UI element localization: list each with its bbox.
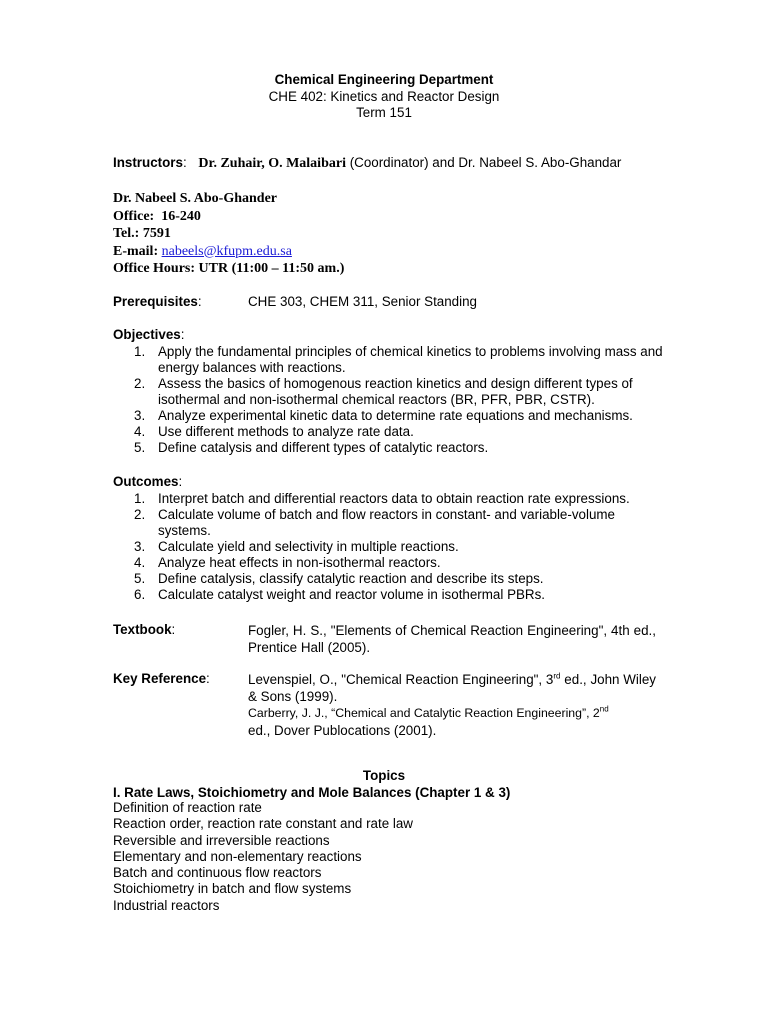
- prerequisites-label: Prerequisites: [113, 294, 198, 309]
- key-reference-label: Key Reference: [113, 671, 207, 686]
- prerequisites-label-line: [113, 294, 202, 310]
- topics-section-title: I. Rate Laws, Stoichiometry and Mole Balances (Chapter 1 & 3): [113, 785, 511, 800]
- key-reference-colon: :: [206, 671, 210, 686]
- objective-text: Analyze experimental kinetic data to determine rate equations and mechanisms.: [158, 408, 633, 423]
- ref2-sup: nd: [599, 704, 609, 714]
- outcome-text: Calculate yield and selectivity in multiple reactions.: [158, 539, 459, 554]
- outcomes-label: Outcomes: [113, 474, 179, 489]
- ref1-text-end: ed., John Wiley & Sons (1999).: [248, 672, 657, 704]
- objective-item: 4. Use different methods to analyze rate data.: [134, 424, 414, 439]
- office-line: [113, 208, 344, 226]
- topic-item: Reaction order, reaction rate constant and rate law: [113, 816, 413, 832]
- office-label: Office:: [113, 208, 155, 224]
- outcomes-heading: [113, 474, 182, 490]
- outcome-item: 1. Interpret batch and differential reactors data to obtain reaction rate expressions.: [134, 491, 630, 506]
- textbook-label: Textbook: [113, 622, 172, 637]
- contact-name: Dr. Nabeel S. Abo-Ghander: [113, 191, 278, 206]
- email-link[interactable]: nabeels@kfupm.edu.sa: [161, 243, 292, 259]
- outcome-item: 4. Analyze heat effects in non-isothermal reactors.: [134, 555, 441, 570]
- topic-item: Reversible and irreversible reactions: [113, 832, 330, 848]
- textbook-value: Fogler, H. S., "Elements of Chemical Reaction Engineering", 4th ed., Prentice Hall (2005).: [248, 623, 656, 655]
- outcome-item: 2. Calculate volume of batch and flow reactors in constant- and variable-volume systems.: [134, 507, 616, 538]
- email-line: [113, 243, 344, 261]
- objective-item: 1. Apply the fundamental principles of chemical kinetics to problems involving mass and energy balances with reactions.: [134, 344, 663, 375]
- tel-line: [113, 225, 344, 243]
- outcome-item: 5. Define catalysis, classify catalytic reaction and describe its steps.: [134, 571, 544, 586]
- topic-item: Batch and continuous flow reactors: [113, 865, 322, 881]
- objective-text: Use different methods to analyze rate data.: [158, 424, 414, 439]
- objective-text: Define catalysis and different types of catalytic reactors.: [158, 440, 489, 455]
- key-reference-2: [248, 704, 656, 739]
- instructors-colon: :: [182, 155, 187, 170]
- hours-label: Office Hours:: [113, 261, 196, 276]
- objectives-list: [134, 344, 664, 456]
- outcome-item: 3. Calculate yield and selectivity in multiple reactions.: [134, 539, 459, 554]
- topic-item: Elementary and non-elementary reactions: [113, 848, 362, 864]
- course-title: CHE 402: Kinetics and Reactor Design: [268, 89, 500, 104]
- hours-line: [113, 260, 344, 278]
- outcome-text: Interpret batch and differential reactors data to obtain reaction rate expressions.: [158, 491, 630, 506]
- objectives-colon: :: [180, 327, 185, 342]
- objective-item: 5. Define catalysis and different types of catalytic reactors.: [134, 440, 489, 455]
- topic-item: Stoichiometry in batch and flow systems: [113, 881, 352, 897]
- outcome-text: Calculate catalyst weight and reactor volume in isothermal PBRs.: [158, 587, 546, 602]
- ref1-text: Levenspiel, O., "Chemical Reaction Engineering", 3: [248, 672, 554, 687]
- outcome-text: Define catalysis, classify catalytic reaction and describe its steps.: [158, 571, 544, 586]
- contact-block: [113, 190, 344, 278]
- key-reference-heading: [113, 671, 210, 687]
- objective-item: 3. Analyze experimental kinetic data to determine rate equations and mechanisms.: [134, 408, 633, 423]
- objectives-label: Objectives: [113, 327, 181, 342]
- prerequisites-value: CHE 303, CHEM 311, Senior Standing: [248, 294, 478, 309]
- textbook-heading: [113, 622, 175, 638]
- objective-text: Assess the basics of homogenous reaction kinetics and design different types of isothermal and non-isothermal chemical reactors (BR, PFR, PBR, CSTR).: [158, 376, 633, 407]
- tel-label: Tel.:: [113, 226, 140, 241]
- objectives-heading: [113, 327, 184, 343]
- department-title: Chemical Engineering Department: [274, 72, 494, 87]
- office-value: 16-240: [161, 208, 201, 224]
- term-label: Term 151: [356, 105, 412, 120]
- topics-list: [113, 800, 413, 914]
- instructors-rest: (Coordinator) and Dr. Nabeel S. Abo-Ghandar: [349, 155, 622, 170]
- outcomes-list: [134, 491, 664, 603]
- outcomes-colon: :: [178, 474, 183, 489]
- ref1-sup: rd: [553, 671, 561, 681]
- email-label: E-mail:: [113, 243, 159, 259]
- textbook-colon: :: [171, 622, 176, 637]
- tel-value: 7591: [142, 226, 171, 241]
- ref2-text: Carberry, J. J., “Chemical and Catalytic Reaction Engineering”, 2: [248, 706, 600, 720]
- objective-item: 2. Assess the basics of homogenous reaction kinetics and design different types of isothermal and non-isothermal chemical reactors (BR, PFR, PBR, CSTR).: [134, 376, 633, 407]
- outcome-text: Calculate volume of batch and flow reactors in constant- and variable-volume systems.: [158, 507, 616, 538]
- outcome-item: 6. Calculate catalyst weight and reactor volume in isothermal PBRs.: [134, 587, 546, 602]
- prerequisites-colon: :: [197, 294, 202, 309]
- outcome-text: Analyze heat effects in non-isothermal reactors.: [158, 555, 441, 570]
- instructors-names: Dr. Zuhair, O. Malaibari: [198, 156, 346, 171]
- key-reference-1: [248, 671, 656, 705]
- instructors-label: Instructors: [113, 155, 183, 170]
- topics-title: Topics: [362, 768, 406, 783]
- ref2-text-end: ed., Dover Publocations (2001).: [248, 723, 437, 738]
- topic-item: Industrial reactors: [113, 897, 220, 913]
- hours-value: UTR (11:00 – 11:50 am.): [198, 261, 345, 276]
- instructors-line: [113, 155, 621, 172]
- topic-item: Definition of reaction rate: [113, 800, 262, 815]
- objective-text: Apply the fundamental principles of chemical kinetics to problems involving mass and energy balances with reactions.: [158, 344, 663, 375]
